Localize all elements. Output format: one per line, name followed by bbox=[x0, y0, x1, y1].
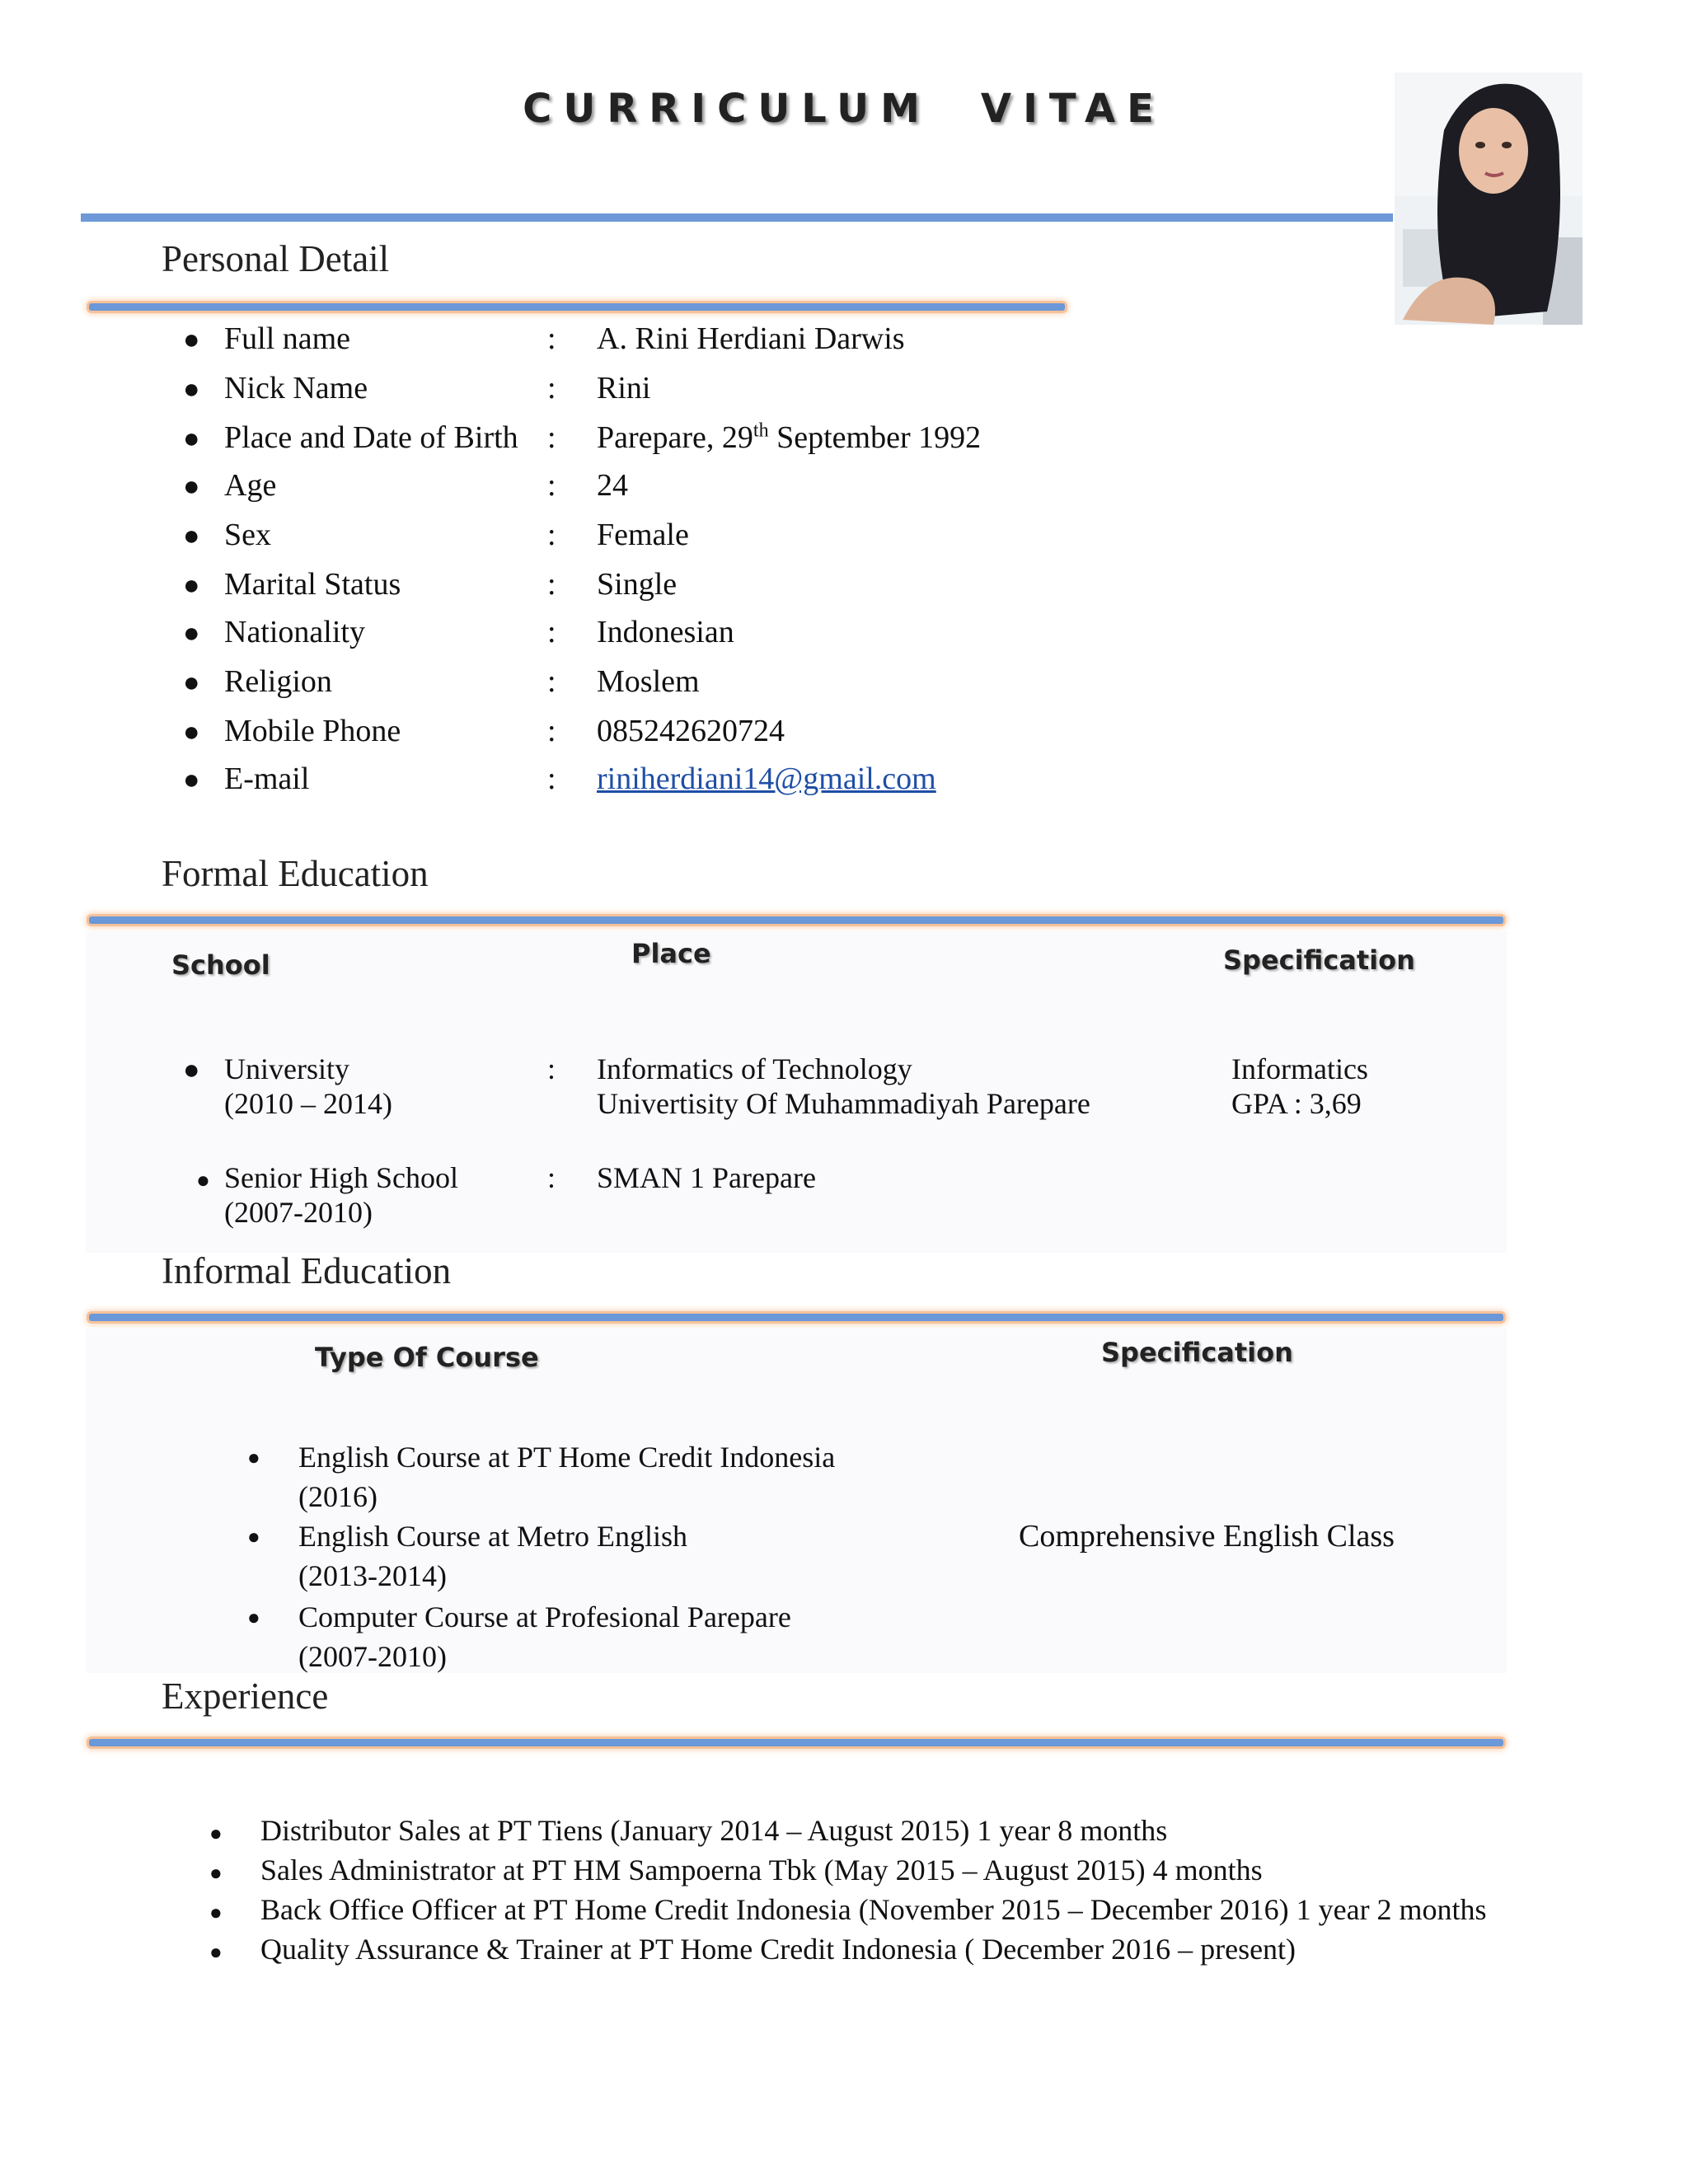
list-item: ● bbox=[183, 618, 200, 649]
place-senior-high: SMAN 1 Parepare bbox=[597, 1161, 816, 1194]
list-item: ● bbox=[183, 471, 200, 502]
list-item: ● bbox=[209, 1900, 223, 1924]
course-metro-specification: Comprehensive English Class bbox=[1019, 1519, 1395, 1554]
birth-value: Parepare, 29th September 1992 bbox=[597, 419, 982, 455]
experience-item: Distributor Sales at PT Tiens (January 2014 – August 2015) 1 year 8 months bbox=[260, 1814, 1168, 1847]
list-item: ● bbox=[183, 668, 200, 698]
column-specification: Specification bbox=[1223, 944, 1415, 976]
profile-photo bbox=[1395, 73, 1582, 325]
separator: : bbox=[547, 1052, 556, 1085]
religion-value: Moslem bbox=[597, 664, 700, 699]
school-senior-high: Senior High School (2007-2010) bbox=[224, 1161, 458, 1229]
nick-name-label: Nick Name bbox=[224, 371, 368, 405]
list-item: ● bbox=[196, 1168, 210, 1193]
list-item: ● bbox=[183, 521, 200, 551]
formal-education-heading: Formal Education bbox=[162, 853, 429, 894]
full-name-label: Full name bbox=[224, 321, 351, 356]
list-item: ● bbox=[183, 325, 200, 355]
nationality-label: Nationality bbox=[224, 615, 365, 649]
separator: : bbox=[547, 1161, 556, 1194]
experience-item: Back Office Officer at PT Home Credit Indonesia (November 2015 – December 2016) 1 year 2 months bbox=[260, 1893, 1487, 1926]
column-place: Place bbox=[631, 938, 711, 969]
formal-education-rule bbox=[89, 916, 1503, 924]
personal-detail-heading: Personal Detail bbox=[162, 238, 390, 279]
list-item: ● bbox=[183, 570, 200, 601]
list-item: ● bbox=[209, 1940, 223, 1964]
separator: : bbox=[547, 468, 556, 503]
experience-heading: Experience bbox=[162, 1675, 329, 1717]
mobile-phone-value: 085242620724 bbox=[597, 714, 785, 748]
separator: : bbox=[547, 664, 556, 699]
separator: : bbox=[547, 420, 556, 455]
course-metro-english: English Course at Metro English (2013-2014) bbox=[298, 1520, 687, 1592]
course-home-credit: English Course at PT Home Credit Indonesia (2016) bbox=[298, 1441, 836, 1513]
separator: : bbox=[547, 321, 556, 356]
separator: : bbox=[547, 518, 556, 552]
list-item: ● bbox=[247, 1525, 260, 1549]
column-specification: Specification bbox=[1101, 1337, 1293, 1368]
school-university: University (2010 – 2014) bbox=[224, 1052, 392, 1120]
separator: : bbox=[547, 762, 556, 796]
experience-item: Quality Assurance & Trainer at PT Home Credit Indonesia ( December 2016 – present) bbox=[260, 1933, 1296, 1966]
separator: : bbox=[547, 714, 556, 748]
separator: : bbox=[547, 371, 556, 405]
nick-name-value: Rini bbox=[597, 371, 651, 405]
list-item: ● bbox=[183, 1055, 200, 1085]
marital-status-label: Marital Status bbox=[224, 567, 401, 602]
column-type-of-course: Type Of Course bbox=[315, 1342, 539, 1373]
email-label: E-mail bbox=[224, 762, 310, 796]
separator: : bbox=[547, 567, 556, 602]
sex-value: Female bbox=[597, 518, 689, 552]
informal-education-heading: Informal Education bbox=[162, 1250, 452, 1291]
list-item: ● bbox=[247, 1605, 260, 1629]
religion-label: Religion bbox=[224, 664, 332, 699]
mobile-phone-label: Mobile Phone bbox=[224, 714, 401, 748]
birth-label: Place and Date of Birth bbox=[224, 420, 518, 455]
specification-university: Informatics GPA : 3,69 bbox=[1231, 1052, 1368, 1120]
list-item: ● bbox=[209, 1861, 223, 1885]
header-rule bbox=[81, 213, 1393, 222]
sex-label: Sex bbox=[224, 518, 271, 552]
list-item: ● bbox=[183, 424, 200, 454]
experience-rule bbox=[89, 1739, 1503, 1746]
document-title: CURRICULUM VITAE bbox=[523, 86, 1165, 132]
separator: : bbox=[547, 615, 556, 649]
place-university: Informatics of Technology Univertisity Of Muhammadiyah Parepare bbox=[597, 1052, 1090, 1120]
email-link[interactable]: riniherdiani14@gmail.com bbox=[597, 762, 936, 796]
personal-detail-rule bbox=[89, 303, 1065, 311]
age-label: Age bbox=[224, 468, 277, 503]
course-computer: Computer Course at Profesional Parepare (2007-2010) bbox=[298, 1601, 791, 1673]
informal-education-rule bbox=[89, 1314, 1503, 1321]
list-item: ● bbox=[209, 1821, 223, 1845]
list-item: ● bbox=[247, 1446, 260, 1469]
full-name-value: A. Rini Herdiani Darwis bbox=[597, 321, 905, 356]
nationality-value: Indonesian bbox=[597, 615, 734, 649]
age-value: 24 bbox=[597, 468, 628, 503]
list-item: ● bbox=[183, 765, 200, 795]
list-item: ● bbox=[183, 374, 200, 405]
marital-status-value: Single bbox=[597, 567, 678, 602]
column-school: School bbox=[171, 949, 270, 981]
experience-item: Sales Administrator at PT HM Sampoerna Tbk (May 2015 – August 2015) 4 months bbox=[260, 1854, 1263, 1886]
list-item: ● bbox=[183, 717, 200, 748]
